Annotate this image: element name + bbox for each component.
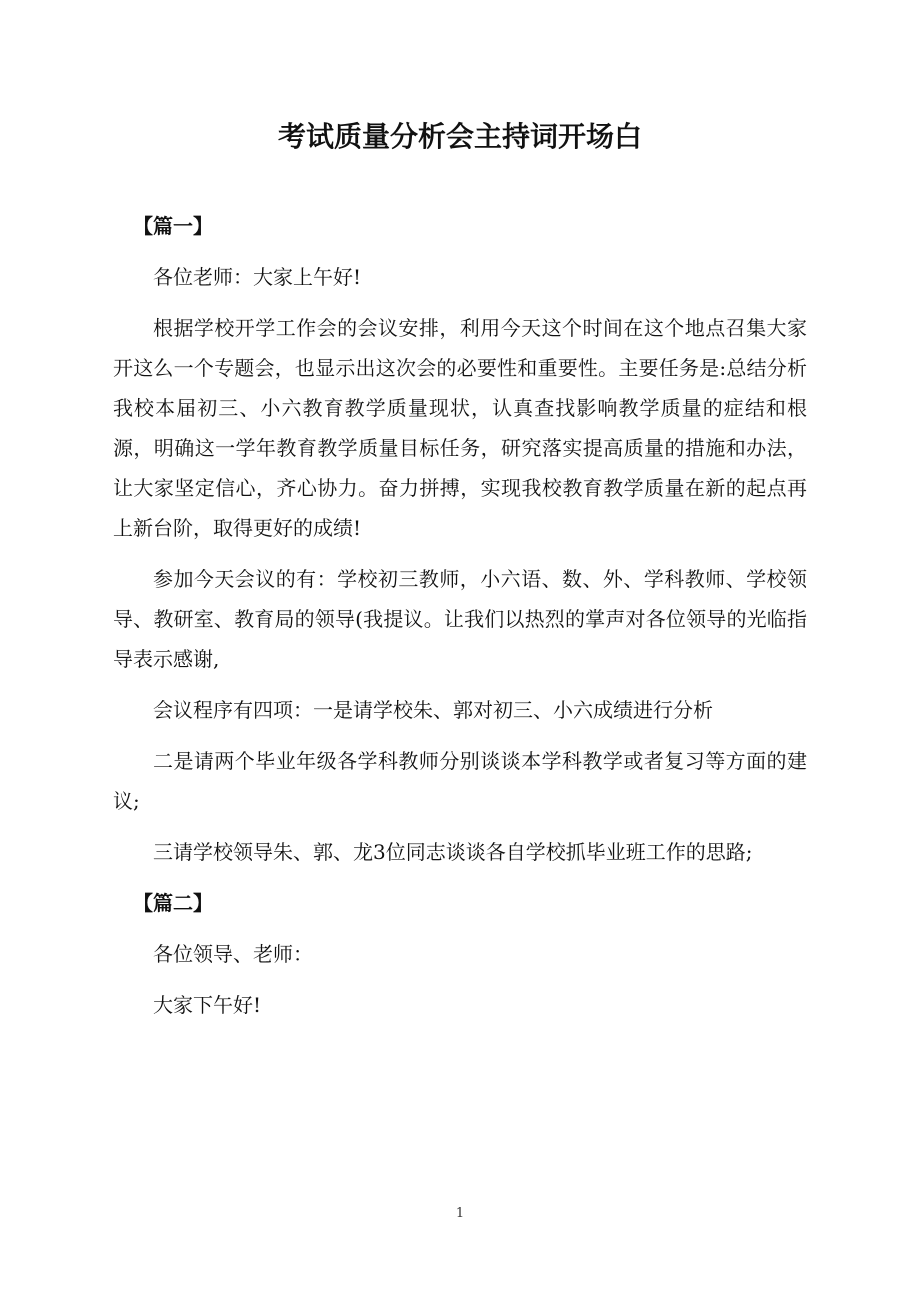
agenda-item-three: 三请学校领导朱、郭、龙3位同志谈谈各自学校抓毕业班工作的思路; bbox=[153, 840, 753, 864]
agenda-paragraph: 会议程序有四项：一是请学校朱、郭对初三、小六成绩进行分析 bbox=[153, 698, 713, 722]
greeting-paragraph-2: 大家下午好! bbox=[153, 993, 262, 1017]
document-body bbox=[113, 206, 807, 1025]
greeting-paragraph: 各位老师：大家上午好! bbox=[153, 265, 362, 289]
salutation-paragraph: 各位领导、老师： bbox=[153, 942, 313, 966]
page-number: 1 bbox=[455, 1206, 465, 1221]
attendees-paragraph: 参加今天会议的有：学校初三教师，小六语、数、外、学科教师、学校领导、教研室、教育局的领导(我提议。让我们以热烈的掌声对各位领导的光临指导表示感谢, bbox=[113, 567, 807, 671]
body-paragraph: 根据学校开学工作会的会议安排，利用今天这个时间在这个地点召集大家开这么一个专题会，也显示出这次会的必要性和重要性。主要任务是:总结分析我校本届初三、小六教育教学质量现状，认真查找影响教学质量的症结和根源，明确这一学年教育教学质量目标任务，研究落实提高质量的措施和办法，让大家坚定信心，齐心协力。奋力拼搏，实现我校教育教学质量在新的起点再上新台阶，取得更好的成绩! bbox=[113, 316, 807, 540]
section-heading-2: 【篇二】 bbox=[133, 891, 213, 915]
agenda-item-two: 二是请两个毕业年级各学科教师分别谈谈本学科教学或者复习等方面的建议; bbox=[113, 749, 807, 813]
section-heading-1: 【篇一】 bbox=[133, 214, 213, 238]
document-title: 考试质量分析会主持词开场白 bbox=[277, 120, 642, 153]
